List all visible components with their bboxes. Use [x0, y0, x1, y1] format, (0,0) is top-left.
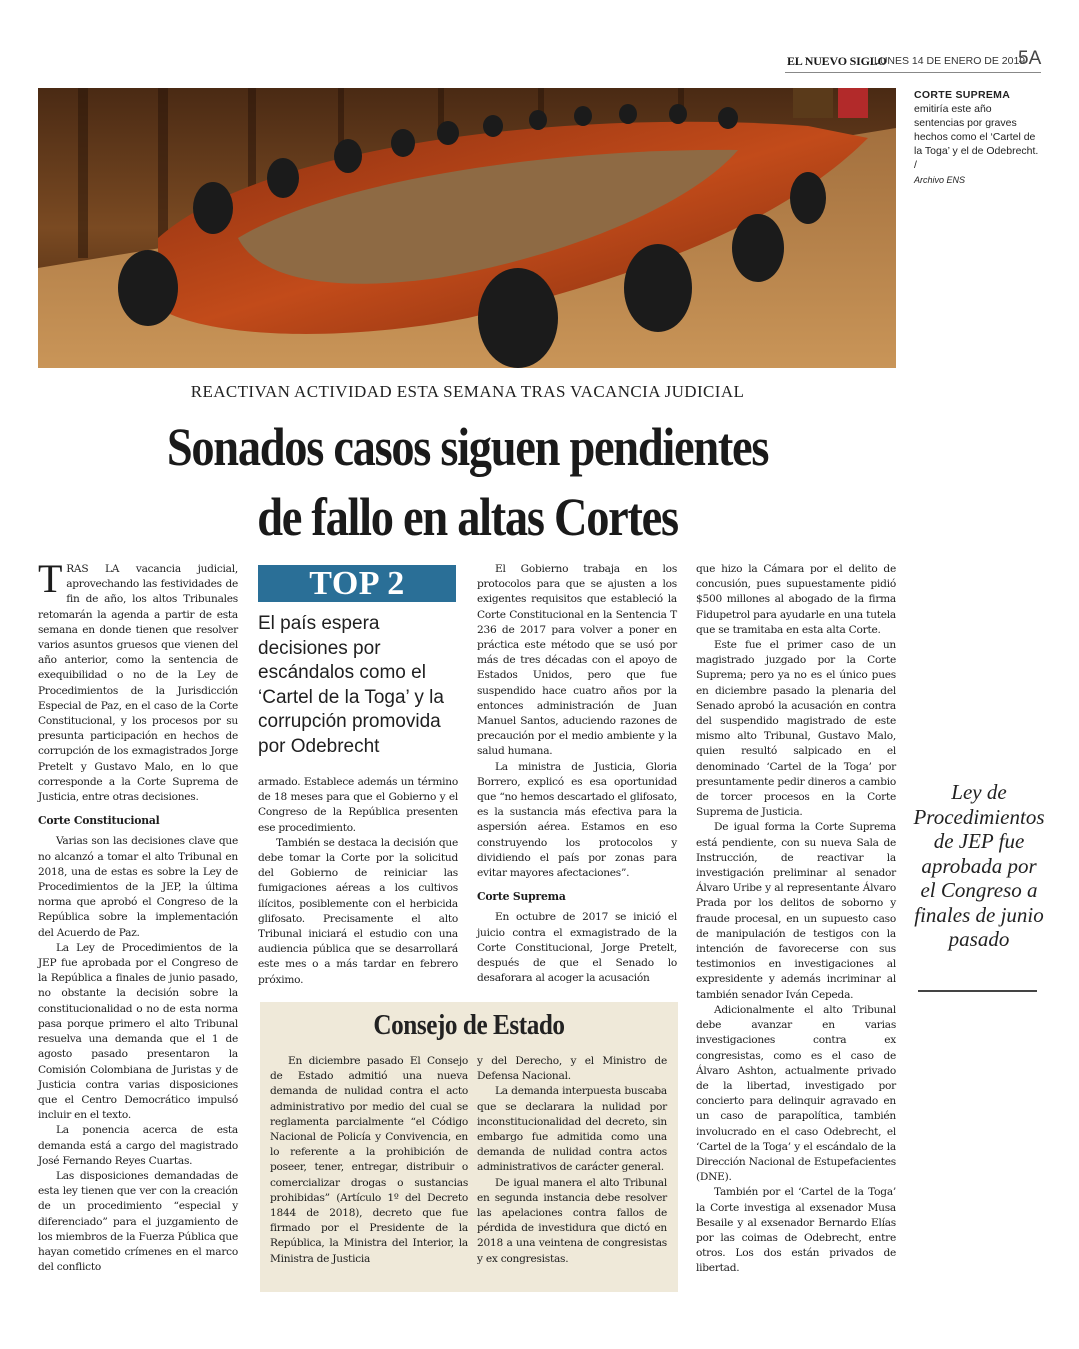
paragraph: y del Derecho, y el Ministro de Defensa Nacional. [477, 1055, 667, 1083]
paragraph: Adicionalmente el alto Tribunal debe avanzar en varias investigaciones contra ex congresistas, como es el caso de Álvaro Ashton, actualmente privado de la libertad, investigado por concierto para delinquir agravado en un caso de parapolítica, también involucrado en el caso Odebrecht, el ‘Cartel de la Toga’ y el escándalo de la Dirección Nacional de Estupefacientes (DNE). [696, 1003, 896, 1184]
top2-summary: El país espera decisiones por escándalos como el ‘Cartel de la Toga’ y la corrupción promovida por Odebrecht [258, 613, 444, 757]
subhead-corte-suprema: Corte Suprema [477, 890, 566, 904]
newspaper-name: EL NUEVO SIGLO [787, 54, 887, 68]
photo-caption [914, 88, 1044, 187]
box-column-2 [477, 1054, 667, 1267]
paragraph: que hizo la Cámara por el delito de concusión, pues supuestamente pidió $500 millones al abogado de la firma Fidupetrol para ayudarle en una tutela que se tramitaba en esta alta Corte. [696, 563, 896, 636]
caption-heading: CORTE SUPREMA [914, 89, 1011, 101]
box-column-1 [270, 1054, 468, 1267]
paragraph: La demanda interpuesta buscaba que se declarara la nulidad por inconstitucionalidad del decreto, sin embargo fue admitida como una demanda de nulidad contra actos administrativos de carácter general. [477, 1085, 667, 1174]
headline-line-2: de fallo en altas Cortes [257, 487, 678, 547]
paragraph: También por el ‘Cartel de la Toga’ la Corte investiga al exsenador Musa Besaile y al exsenador Bernardo Elías por las coimas de Odebrecht, entre otros. Los dos están privados de libertad. [696, 1186, 896, 1275]
headline [65, 412, 869, 552]
pull-quote: Ley de Procedimientos de JEP fue aprobada por el Congreso a finales de junio pasado [913, 780, 1045, 951]
paragraph: Las disposiciones demandadas de esta ley tienen que ver con la creación de un procedimiento “especial y diferenciado” para el juzgamiento de los miembros de la Fuerza Pública que hayan cometido crímenes en el marco del conflicto [38, 1169, 238, 1274]
headline-line-1: Sonados casos siguen pendientes [166, 417, 769, 477]
lead-text: RAS LA vacancia judicial, aprovechando las festividades de fin de año, los altos Tribunales retomarán la agenda a partir de esta semana en donde tienen que resolver varios asuntos gruesos que vienen del año anterior, como la sentencia de exequibilidad o no de la Ley de Procedimientos de la Jurisdicción Especial de Paz, en el caso de la Corte Constitucional, y los procesos por su presunta participación en hechos de corrupción de los exmagistrados Jorge Pretelt y Gustavo Malo, en lo que corresponde a la Corte Suprema de Justicia, entre otras decisiones. [38, 563, 238, 804]
page-header [787, 48, 1041, 70]
courtroom-photo [38, 88, 896, 368]
page-number: 5A [1018, 48, 1042, 69]
lead-paragraph [38, 556, 238, 805]
paragraph: El Gobierno trabaja en los protocolos para que se ajusten a los exigentes requisitos que estableció la Corte Constitucional en la Sentencia T 236 de 2017 para volver a poner en práctica este método que se usó por más de tres décadas con el apoyo de Estados Unidos, pero que fue suspendido hace cuatro años por la entonces administración de Juan Manuel Santos, aduciendo razones de precaución por el medio ambiente y la salud humana. [477, 563, 677, 758]
courtroom-illustration [38, 88, 896, 368]
paragraph: La Ley de Procedimientos de la JEP fue aprobada por el Congreso de la República a finales de junio pasado, no obstante la decisión sobre la constitucionalidad o no de esta norma pasa porque primero el alto Tribunal resuelva una demanda que el 1 de agosto pasado presentaron la Comisión Colombiana de Juristas y de Justicia contra varias disposiciones que el Centro Democrático impulsó incluir en el texto. [38, 941, 238, 1122]
paragraph: Este fue el primer caso de un magistrado juzgado por la Corte Suprema; pero ya no es el único pues en diciembre pasado la plenaria del Senado aprobó la acusación en contra del suspendido magistrado de este mismo alto Tribunal, Gustavo Malo, quien resultó salpicado en el denominado ‘Cartel de la Toga’ por presuntamente pedir dineros a cambio de torcer procesos en la Corte Suprema de Justicia. [696, 639, 896, 819]
article-column-1 [38, 556, 238, 1275]
paragraph: La ministra de Justicia, Gloria Borrero, explicó es esa oportunidad que “no hemos descartado el glifosato, es la sustancia más efectiva para la aspersión aérea. Estamos en eso construyendo los protocolos y dividiendo el país por zonas para evitar mayores afectaciones”. [477, 760, 677, 880]
issue-date: LUNES 14 DE ENERO DE 2019 [874, 55, 1026, 67]
pull-quote-rule [918, 990, 1037, 992]
article-column-4 [696, 562, 896, 1277]
top2-badge: TOP 2 [258, 565, 456, 602]
paragraph: De igual manera el alto Tribunal en segunda instancia debe resolver las apelaciones contra fallos de pérdida de investidura que dictó en 2018 a una veintena de congresistas y ex congresistas. [477, 1176, 667, 1265]
consejo-de-estado-box [260, 1002, 678, 1292]
article-column-3 [477, 562, 677, 986]
paragraph: En diciembre pasado El Consejo de Estado admitió una nueva demanda de nulidad contra el acto administrativo por medio del cual se reglamenta parcialmente “el Código Nacional de Policía y Convivencia, en lo referente a la prohibición de poseer, tener, entregar, distribuir o comercializar drogas o sustancias prohibidas” (Artículo 1º del Decreto 1844 de 2018), decreto que fue firmado por el Presidente de la República, la Ministra del Interior, la Ministra de Justicia [270, 1055, 468, 1265]
kicker: REACTIVAN ACTIVIDAD ESTA SEMANA TRAS VACANCIA JUDICIAL [190, 382, 745, 401]
paragraph: De igual forma la Corte Suprema está pendiente, con su nueva Sala de Instrucción, de reactivar la investigación preliminar al senador Álvaro Uribe y al representante Álvaro Prada por los delitos de soborno y fraude procesal, en un supuesto caso de manipulación de testigos con la intención de favorecerse con sus testimonios en investigaciones al expresidente y además incriminar al también senador Iván Cepeda. [696, 821, 896, 1001]
paragraph: armado. Establece además un término de 18 meses para que el Gobierno y el Congreso de la República presenten ese procedimiento. [258, 776, 458, 834]
paragraph: La ponencia acerca de esta demanda está a cargo del magistrado José Fernando Reyes Cuartas. [38, 1124, 238, 1167]
paragraph: También se destaca la decisión que debe tomar la Corte por la solicitud del Gobierno de reiniciar las fumigaciones aéreas a los cultivos ilícitos, posiblemente con el herbicida glifosato. Precisamente el alto Tribunal iniciará el estudio con una audiencia pública que se desarrollará este mes o a más tardar en febrero próximo. [258, 836, 458, 986]
paragraph: En octubre de 2017 se inició el juicio contra el exmagistrado de la Corte Constitucional, Jorge Pretelt, después de que el Senado lo desaforara al acoger la acusación [477, 911, 677, 985]
article-column-2 [258, 775, 458, 988]
paragraph: Varias son las decisiones clave que no alcanzó a tomar el alto Tribunal en 2018, una de estas es sobre la Ley de Procedimientos de la JEP, la última norma que aprobó el Congreso de la República sobre la implementación del Acuerdo de Paz. [38, 835, 238, 939]
header-rule [785, 72, 1041, 73]
caption-credit: Archivo ENS [914, 175, 966, 185]
dropcap: T [38, 556, 63, 601]
subhead-corte-constitucional: Corte Constitucional [38, 814, 160, 828]
box-title: Consejo de Estado [373, 1010, 565, 1041]
caption-text: emitiría este año sentencias por graves hechos como el ‘Cartel de la Toga’ y el de Odebrecht. / [914, 103, 1039, 171]
